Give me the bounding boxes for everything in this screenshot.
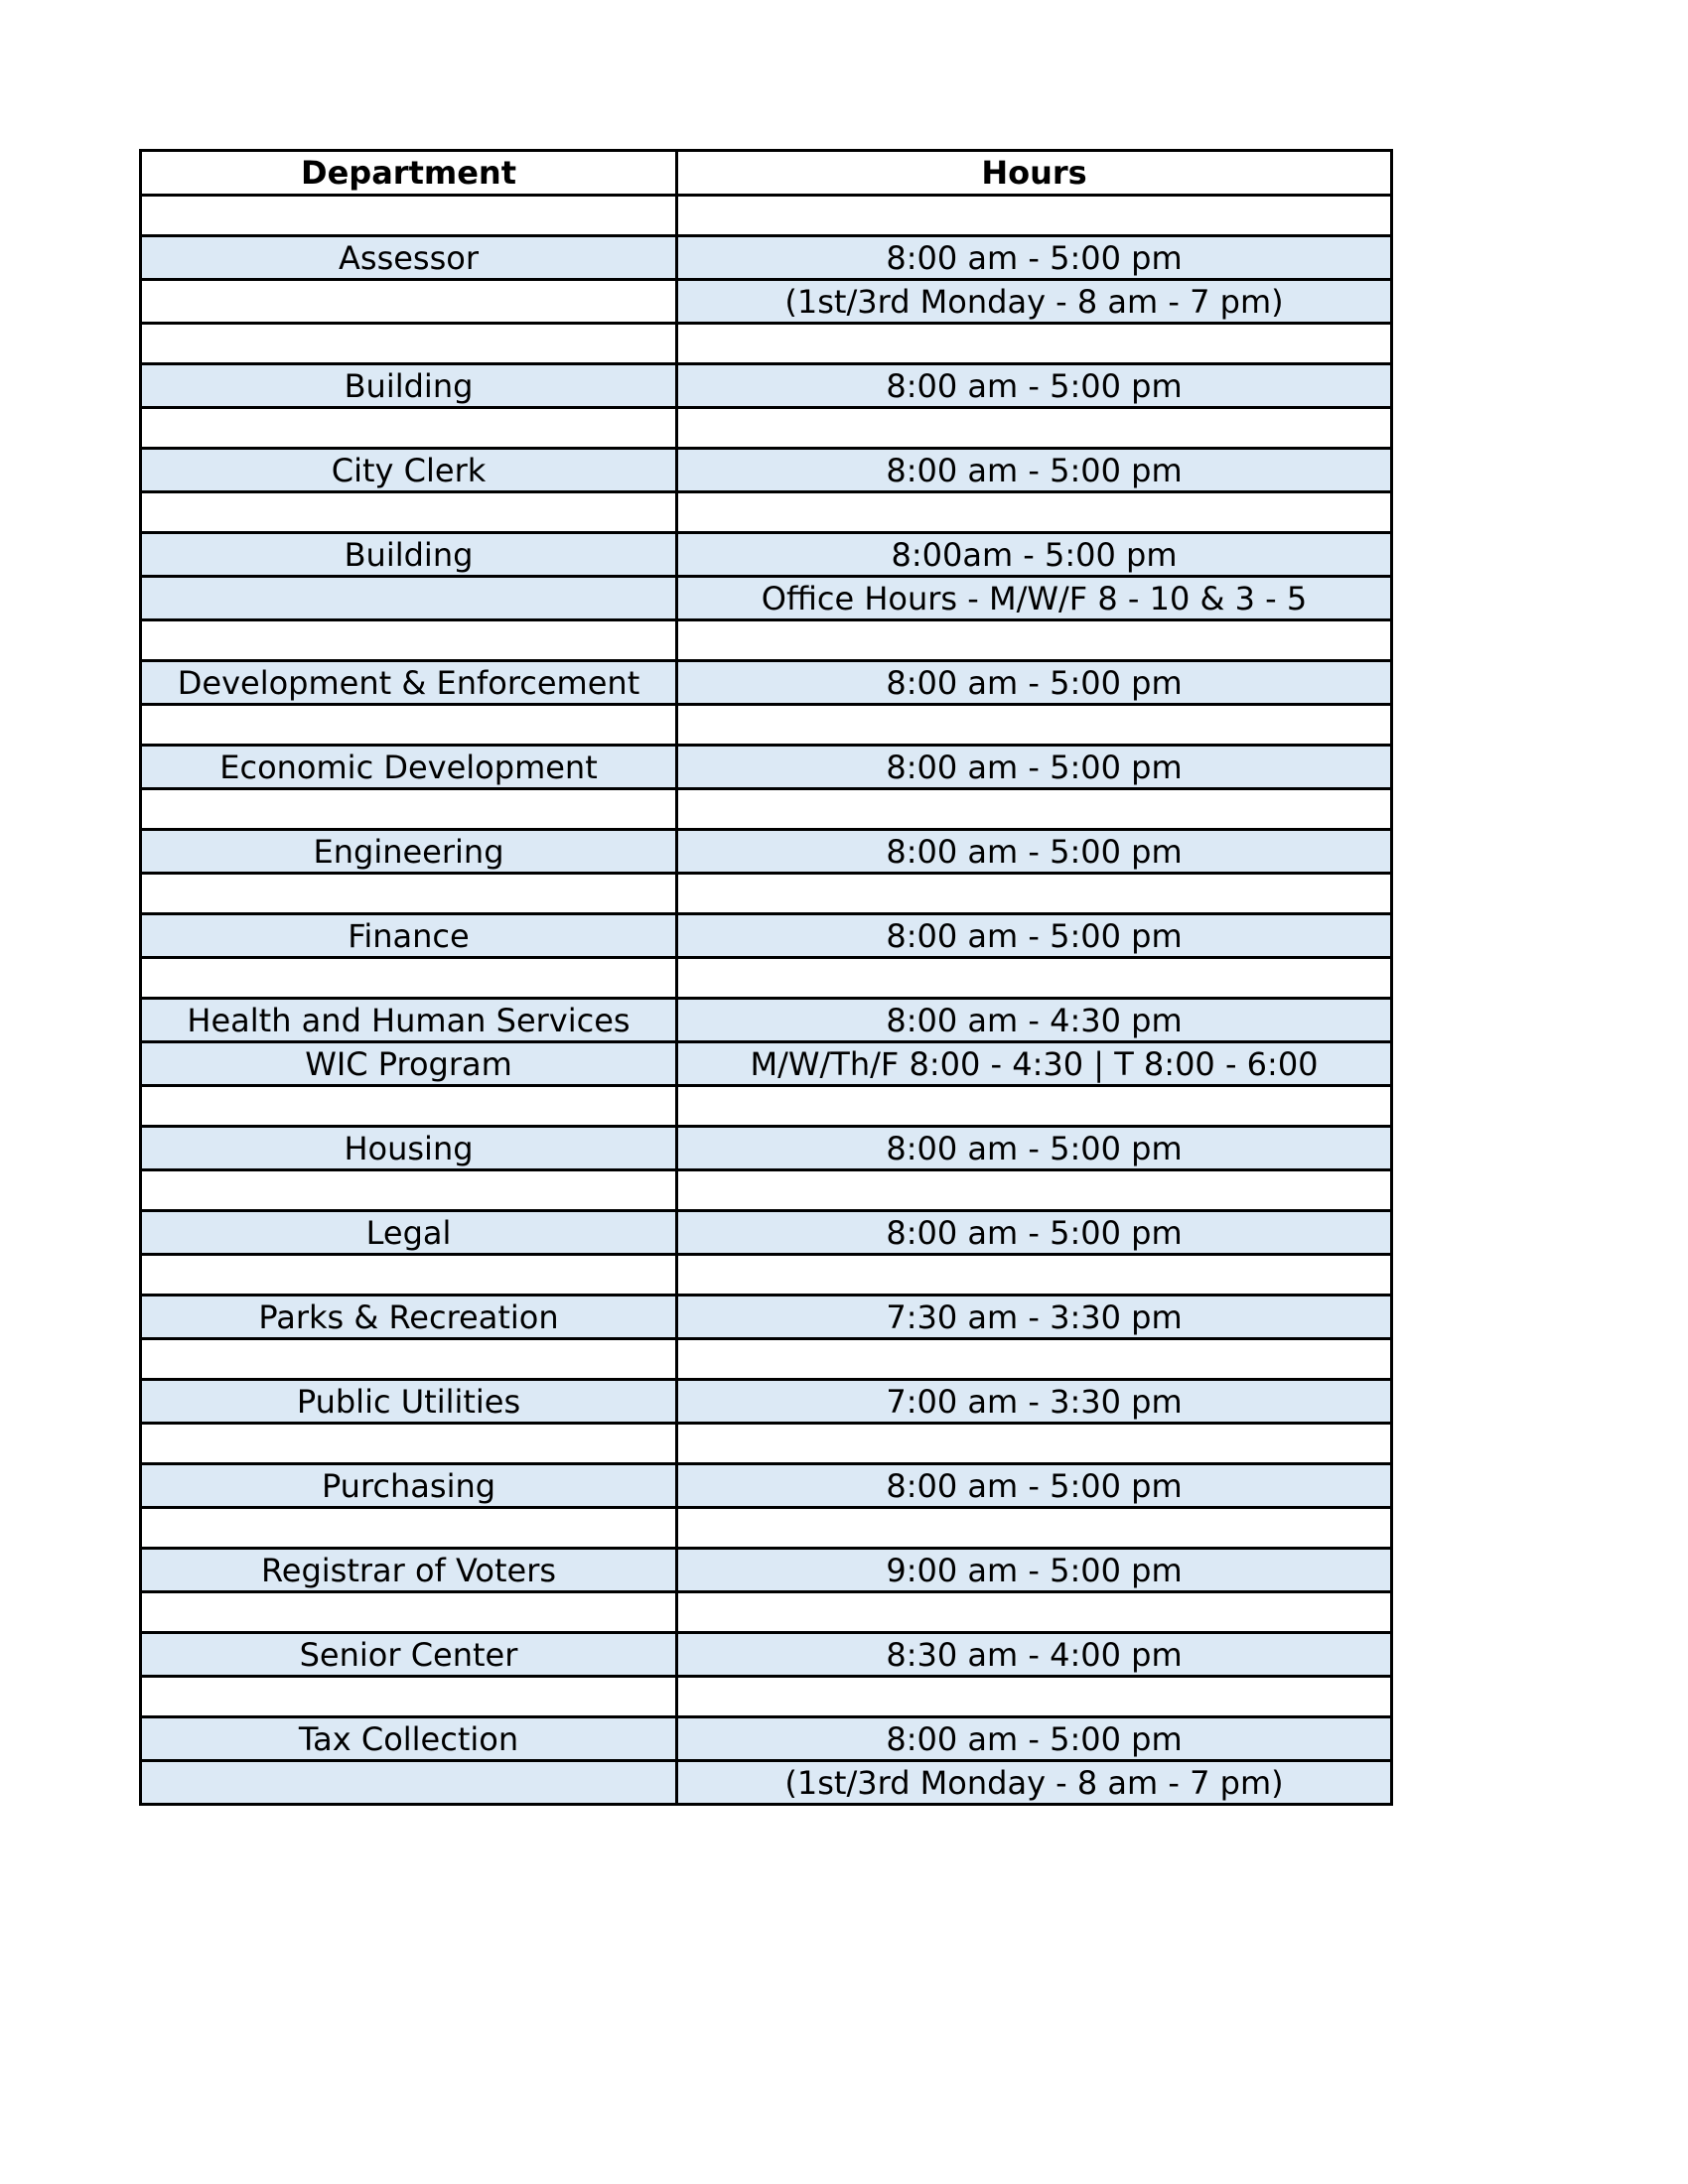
table-row xyxy=(141,1211,1392,1255)
department-cell: Registrar of Voters xyxy=(141,1549,677,1592)
spacer-cell xyxy=(141,874,677,914)
hours-cell: 7:30 am - 3:30 pm xyxy=(677,1296,1392,1339)
spacer-row xyxy=(141,1424,1392,1464)
spacer-cell xyxy=(141,958,677,999)
table-row xyxy=(141,449,1392,492)
spacer-cell xyxy=(141,705,677,746)
spacer-cell xyxy=(141,1592,677,1633)
spacer-cell xyxy=(677,874,1392,914)
spacer-cell xyxy=(141,408,677,449)
table-row xyxy=(141,364,1392,408)
table-header xyxy=(141,151,1392,196)
spacer-cell xyxy=(677,958,1392,999)
spacer-cell xyxy=(677,1592,1392,1633)
spacer-cell xyxy=(677,1508,1392,1549)
department-cell: City Clerk xyxy=(141,449,677,492)
department-cell: Purchasing xyxy=(141,1464,677,1508)
department-cell: Housing xyxy=(141,1127,677,1170)
spacer-row xyxy=(141,324,1392,364)
spacer-row xyxy=(141,620,1392,661)
hours-cell: 8:00 am - 5:00 pm xyxy=(677,661,1392,705)
hours-cell: 8:00 am - 5:00 pm xyxy=(677,364,1392,408)
table-row xyxy=(141,1042,1392,1086)
hours-cell: 8:00 am - 5:00 pm xyxy=(677,1464,1392,1508)
table-row xyxy=(141,1549,1392,1592)
spacer-cell xyxy=(141,324,677,364)
table-body xyxy=(141,196,1392,1805)
spacer-cell xyxy=(677,705,1392,746)
spacer-row xyxy=(141,1677,1392,1717)
spacer-cell xyxy=(677,789,1392,830)
spacer-cell xyxy=(141,1339,677,1380)
department-cell xyxy=(141,577,677,620)
spacer-row xyxy=(141,196,1392,236)
spacer-cell xyxy=(677,1339,1392,1380)
spacer-cell xyxy=(141,789,677,830)
spacer-cell xyxy=(141,1255,677,1296)
spacer-row xyxy=(141,1086,1392,1127)
department-cell: Building xyxy=(141,364,677,408)
spacer-row xyxy=(141,705,1392,746)
hours-cell: 8:00 am - 5:00 pm xyxy=(677,1717,1392,1761)
hours-column-header: Hours xyxy=(677,151,1392,196)
department-cell: Finance xyxy=(141,914,677,958)
spacer-cell xyxy=(141,1508,677,1549)
hours-cell: 8:30 am - 4:00 pm xyxy=(677,1633,1392,1677)
hours-cell: Office Hours - M/W/F 8 - 10 & 3 - 5 xyxy=(677,577,1392,620)
hours-cell: 9:00 am - 5:00 pm xyxy=(677,1549,1392,1592)
table-row xyxy=(141,830,1392,874)
hours-cell: (1st/3rd Monday - 8 am - 7 pm) xyxy=(677,280,1392,324)
spacer-cell xyxy=(677,492,1392,533)
department-cell: Parks & Recreation xyxy=(141,1296,677,1339)
hours-cell: 8:00 am - 5:00 pm xyxy=(677,236,1392,280)
table-row xyxy=(141,280,1392,324)
department-hours-table xyxy=(139,149,1393,1806)
spacer-row xyxy=(141,1508,1392,1549)
spacer-row xyxy=(141,874,1392,914)
hours-cell: 8:00 am - 5:00 pm xyxy=(677,449,1392,492)
spacer-cell xyxy=(141,1086,677,1127)
spacer-cell xyxy=(677,620,1392,661)
department-cell: Public Utilities xyxy=(141,1380,677,1424)
hours-cell: (1st/3rd Monday - 8 am - 7 pm) xyxy=(677,1761,1392,1805)
department-cell: Engineering xyxy=(141,830,677,874)
hours-cell: 7:00 am - 3:30 pm xyxy=(677,1380,1392,1424)
hours-cell: M/W/Th/F 8:00 - 4:30 | T 8:00 - 6:00 xyxy=(677,1042,1392,1086)
hours-cell: 8:00 am - 5:00 pm xyxy=(677,830,1392,874)
hours-cell: 8:00 am - 5:00 pm xyxy=(677,914,1392,958)
table-row xyxy=(141,999,1392,1042)
department-column-header: Department xyxy=(141,151,677,196)
table-row xyxy=(141,1380,1392,1424)
department-cell: Health and Human Services xyxy=(141,999,677,1042)
department-cell: Tax Collection xyxy=(141,1717,677,1761)
spacer-row xyxy=(141,492,1392,533)
spacer-cell xyxy=(677,1424,1392,1464)
spacer-row xyxy=(141,958,1392,999)
spacer-cell xyxy=(141,1677,677,1717)
hours-cell: 8:00 am - 5:00 pm xyxy=(677,1127,1392,1170)
department-cell xyxy=(141,280,677,324)
spacer-row xyxy=(141,1339,1392,1380)
table-row xyxy=(141,1717,1392,1761)
spacer-cell xyxy=(141,1424,677,1464)
spacer-row xyxy=(141,1255,1392,1296)
department-cell: Legal xyxy=(141,1211,677,1255)
spacer-row xyxy=(141,408,1392,449)
department-cell: Building xyxy=(141,533,677,577)
header-row xyxy=(141,151,1392,196)
spacer-cell xyxy=(141,1170,677,1211)
table-row xyxy=(141,746,1392,789)
spacer-cell xyxy=(677,1170,1392,1211)
department-cell: Senior Center xyxy=(141,1633,677,1677)
table-row xyxy=(141,236,1392,280)
spacer-cell xyxy=(677,1255,1392,1296)
hours-cell: 8:00am - 5:00 pm xyxy=(677,533,1392,577)
table-row xyxy=(141,533,1392,577)
spacer-cell xyxy=(677,1086,1392,1127)
spacer-cell xyxy=(141,620,677,661)
department-cell: WIC Program xyxy=(141,1042,677,1086)
table-row xyxy=(141,1633,1392,1677)
department-cell: Economic Development xyxy=(141,746,677,789)
spacer-row xyxy=(141,1170,1392,1211)
spacer-row xyxy=(141,1592,1392,1633)
table-row xyxy=(141,914,1392,958)
spacer-row xyxy=(141,789,1392,830)
table-row xyxy=(141,661,1392,705)
table-row xyxy=(141,1296,1392,1339)
table-row xyxy=(141,1761,1392,1805)
department-cell: Development & Enforcement xyxy=(141,661,677,705)
department-cell xyxy=(141,1761,677,1805)
table-row xyxy=(141,1127,1392,1170)
hours-cell: 8:00 am - 5:00 pm xyxy=(677,1211,1392,1255)
table-row xyxy=(141,1464,1392,1508)
hours-cell: 8:00 am - 4:30 pm xyxy=(677,999,1392,1042)
spacer-cell xyxy=(677,1677,1392,1717)
department-cell: Assessor xyxy=(141,236,677,280)
table-row xyxy=(141,577,1392,620)
hours-cell: 8:00 am - 5:00 pm xyxy=(677,746,1392,789)
spacer-cell xyxy=(141,492,677,533)
spacer-cell xyxy=(677,324,1392,364)
spacer-cell xyxy=(677,408,1392,449)
spacer-cell xyxy=(677,196,1392,236)
spacer-cell xyxy=(141,196,677,236)
